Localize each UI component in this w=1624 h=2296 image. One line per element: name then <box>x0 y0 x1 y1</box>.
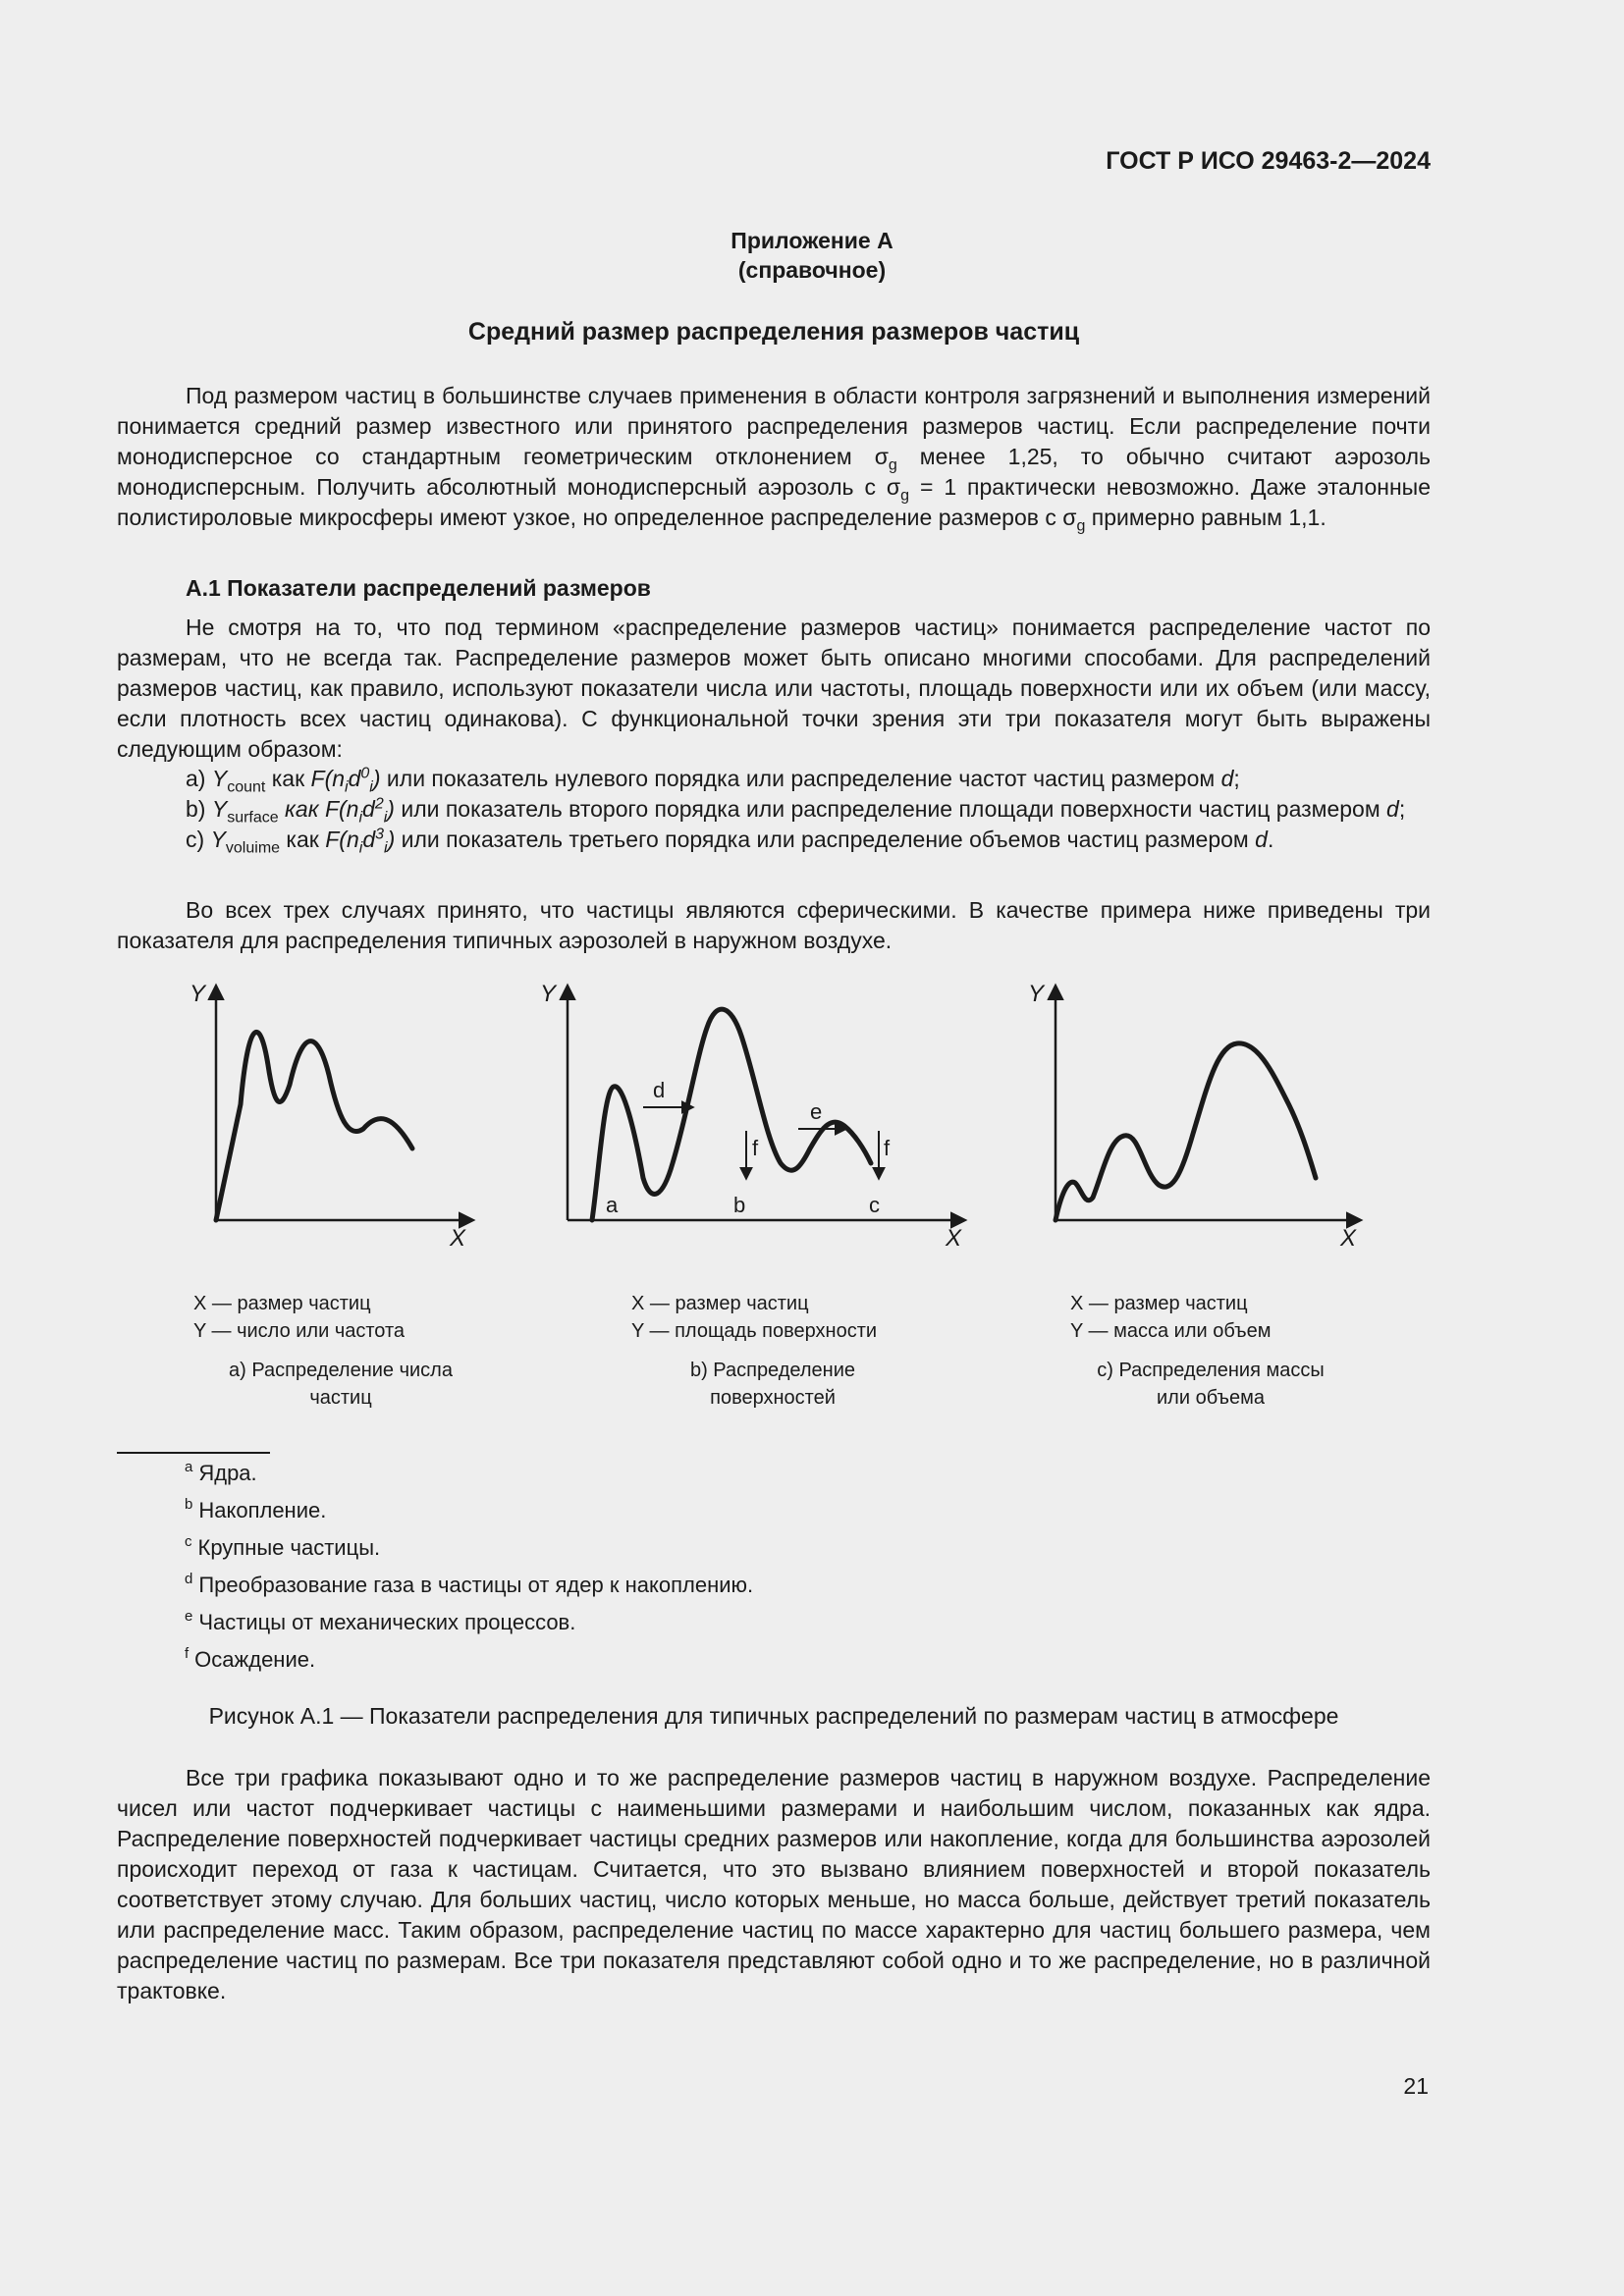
footnotes <box>185 1459 753 1682</box>
marker-b: b <box>733 1193 746 1217</box>
footnote-separator <box>117 1452 270 1454</box>
main-title: Средний размер распределения размеров частиц <box>467 318 1080 346</box>
legend-a: X — размер частиц Y — число или частота <box>193 1293 406 1342</box>
footnote-d: $^d$ Преобразование газа в частицы от ядер к накоплению. <box>185 1571 754 1597</box>
footnote-b: $^b$ Накопление. <box>185 1496 327 1522</box>
marker-e: e <box>810 1099 823 1124</box>
list-item-a: a) $Y_{count}$ как $F(n_id^0_i)$ или показатель нулевого порядка или распределение частот частиц размером d; <box>186 765 1240 796</box>
count-curve <box>216 1032 412 1220</box>
footnote-c: $^c$ Крупные частицы. <box>185 1533 381 1560</box>
marker-a: a <box>606 1193 619 1217</box>
caption-a: a) Распределение числа частиц <box>229 1360 453 1409</box>
legend-c: X — размер частиц Y — масса или объем <box>1070 1293 1272 1342</box>
footnote-a: $^a$ Ядра. <box>185 1459 257 1485</box>
standard-code-header: ГОСТ Р ИСО 29463-2—2024 <box>1106 147 1431 175</box>
list-item-c: c) $Y_{voluime}$ как $F(n_id^3_i)$ или показатель третьего порядка или распределение объемов частиц размером d. <box>186 826 1274 857</box>
figure-caption: Рисунок А.1 — Показатели распределения для типичных распределений по размерам частиц в атмосфере <box>208 1703 1339 1729</box>
marker-d: d <box>653 1078 666 1102</box>
footnote-e: $^e$ Частицы от механических процессов. <box>185 1608 576 1634</box>
x-axis-label: X <box>946 1225 962 1252</box>
figure-b-surface-distribution <box>525 977 977 1252</box>
footnote-f: $^f$ Осаждение. <box>185 1645 316 1672</box>
marker-c: c <box>869 1193 880 1217</box>
figure-a-count-distribution <box>172 977 486 1252</box>
legend-b: X — размер частиц Y — площадь поверхности <box>631 1293 878 1342</box>
x-axis-label: X <box>1340 1225 1357 1252</box>
section-paragraph: Не смотря на то, что под термином «распределение размеров частиц» понимается распределение частот по размерам, что не всегда так. Распределение размеров может быть описано многими способами. Для распределений размеров частиц, как правило, используют показатели числа или частоты, площадь поверхности или их объем (или массу, если плотность всех частиц одинакова). С функциональной точки зрения эти три показателя могут быть выражены следующим образом: <box>117 614 1431 762</box>
section-paragraph-2: Во всех трех случаях принято, что частицы являются сферическими. В качестве примера ниже приведены три показателя для распределения типичных аэрозолей в наружном воздухе. <box>117 897 1431 953</box>
annex-type: (справочное) <box>737 257 887 283</box>
caption-c: c) Распределения массы или объема <box>1097 1360 1325 1409</box>
marker-f-2: f <box>884 1136 891 1160</box>
mass-curve <box>1056 1043 1316 1220</box>
list-item-b: b) $Y_{surface}$ как $F(n_id^2_i)$ или показатель второго порядка или распределение площади поверхности частиц размером d; <box>186 795 1406 827</box>
caption-b: b) Распределение поверхностей <box>689 1360 856 1409</box>
figure-c-mass-distribution <box>1016 977 1370 1252</box>
surface-curve <box>592 1009 871 1220</box>
section-heading: А.1 Показатели распределений размеров <box>186 575 651 601</box>
index-list <box>117 764 1431 855</box>
x-axis-label: X <box>450 1225 466 1252</box>
y-axis-label: Y <box>189 981 206 1007</box>
marker-f-1: f <box>752 1136 759 1160</box>
y-axis-label: Y <box>540 981 557 1007</box>
annex-title: Приложение А <box>731 228 893 253</box>
page-number: 21 <box>1403 2073 1429 2099</box>
intro-paragraph: Под размером частиц в большинстве случаев применения в области контроля загрязнений и выполнения измерений понимается средний размер известного или принятого распределения размеров частиц. Если распределение почти монодисперсное со стандартным геометрическим отклонением $\sigma_g$ менее 1,25, то обычно считают аэрозоль монодисперсным. Получить абсолютный монодисперсный аэрозоль с $\sigma_g = 1$ практически невозможно. Даже эталонные полистироловые микросферы имеют узкое, но определенное распределение размеров с $\sigma_g$ примерно равным 1,1. <box>117 383 1432 535</box>
y-axis-label: Y <box>1028 981 1045 1007</box>
conclusion-paragraph: Все три графика показывают одно и то же распределение размеров частиц в наружном воздухе. Распределение чисел или частот подчеркивает частицы с наименьшими размерами и наибольшим числом, показанных как ядра. Распределение поверхностей подчеркивает частицы средних размеров или накопление, когда для большинства аэрозолей происходит переход от газа к частицам. Считается, что это вызвано влиянием поверхностей и второй показатель соответствует этому случаю. Для больших частиц, число которых меньше, но масса больше, действует третий показатель или распределение масс. Таким образом, распределение частиц по массе характерно для частиц большего размера, чем распределение частиц по размерам. Все три показателя представляют собой одно и то же распределение, но в различной трактовке. <box>117 1765 1431 2003</box>
